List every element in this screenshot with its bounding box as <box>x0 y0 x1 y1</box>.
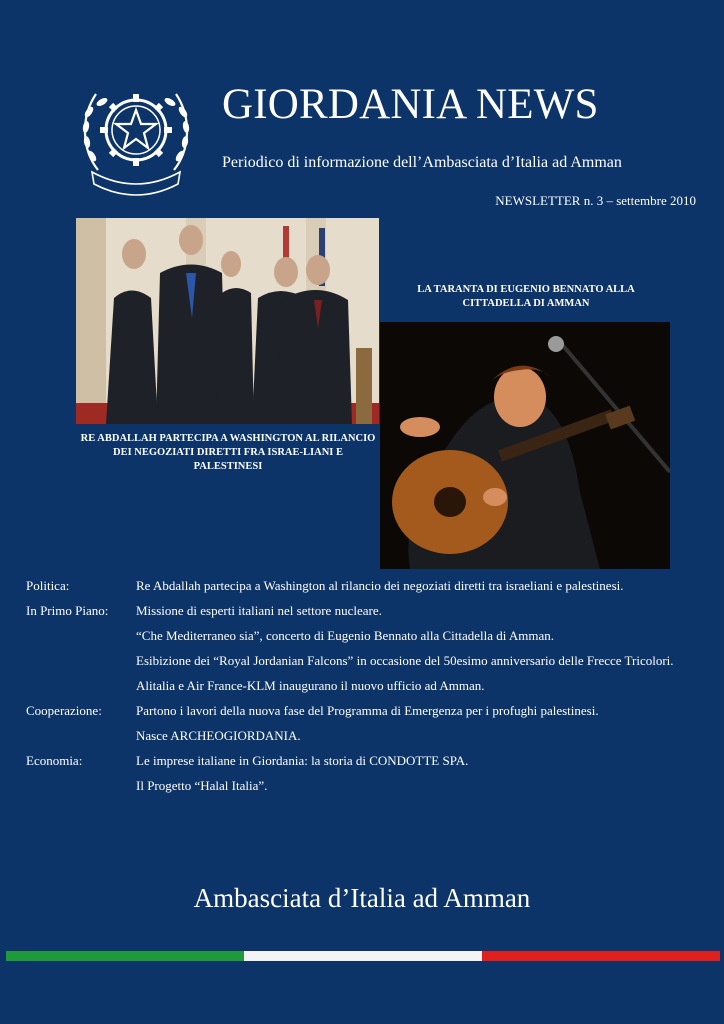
toc-category: Cooperazione: <box>26 703 102 718</box>
photo-washington-talks <box>76 218 379 424</box>
toc-section-cooperazione <box>26 703 698 753</box>
toc-item: Missione di esperti italiani nel settore nucleare. <box>136 603 382 618</box>
toc-item: “Che Mediterraneo sia”, concerto di Eugenio Bennato alla Cittadella di Amman. <box>136 628 555 643</box>
italian-flag-stripe <box>6 951 720 961</box>
newsletter-subtitle: Periodico di informazione dell’Ambasciata d’Italia ad Amman <box>222 154 622 171</box>
toc-item: Le imprese italiane in Giordania: la storia di CONDOTTE SPA. <box>136 753 469 768</box>
flag-green <box>6 951 244 961</box>
photo-guitarist <box>380 322 670 569</box>
caption-washington-talks: RE ABDALLAH PARTECIPA A WASHINGTON AL RILANCIO DEI NEGOZIATI DIRETTI FRA ISRAE-LIANI E PALESTINESI <box>80 433 376 472</box>
toc-category: Economia: <box>26 753 83 768</box>
toc-item: Il Progetto “Halal Italia”. <box>136 778 268 793</box>
caption-taranta: LA TARANTA DI EUGENIO BENNATO ALLA CITTADELLA DI AMMAN <box>417 284 635 309</box>
toc-item: Nasce ARCHEOGIORDANIA. <box>136 728 301 743</box>
toc-item: Alitalia e Air France-KLM inaugurano il nuovo ufficio ad Amman. <box>136 678 485 693</box>
issue-number: NEWSLETTER n. 3 – settembre 2010 <box>495 193 696 208</box>
flag-white <box>244 951 482 961</box>
newsletter-title: GIORDANIA NEWS <box>222 81 599 128</box>
embassy-footer: Ambasciata d’Italia ad Amman <box>193 883 531 913</box>
toc-item: Partono i lavori della nuova fase del Programma di Emergenza per i profughi palestinesi. <box>136 703 599 718</box>
toc-section-politica <box>26 578 698 603</box>
toc-category: In Primo Piano: <box>26 603 109 618</box>
table-of-contents <box>26 578 698 803</box>
toc-category: Politica: <box>26 578 70 593</box>
toc-section-economia <box>26 753 698 803</box>
flag-red <box>482 951 720 961</box>
toc-item: Re Abdallah partecipa a Washington al rilancio dei negoziati diretti tra israeliani e palestinesi. <box>136 578 624 593</box>
toc-item: Esibizione dei “Royal Jordanian Falcons” in occasione del 50esimo anniversario delle Frecce Tricolori. <box>136 653 674 668</box>
italian-republic-emblem <box>76 72 196 200</box>
toc-section-primo-piano <box>26 603 698 703</box>
